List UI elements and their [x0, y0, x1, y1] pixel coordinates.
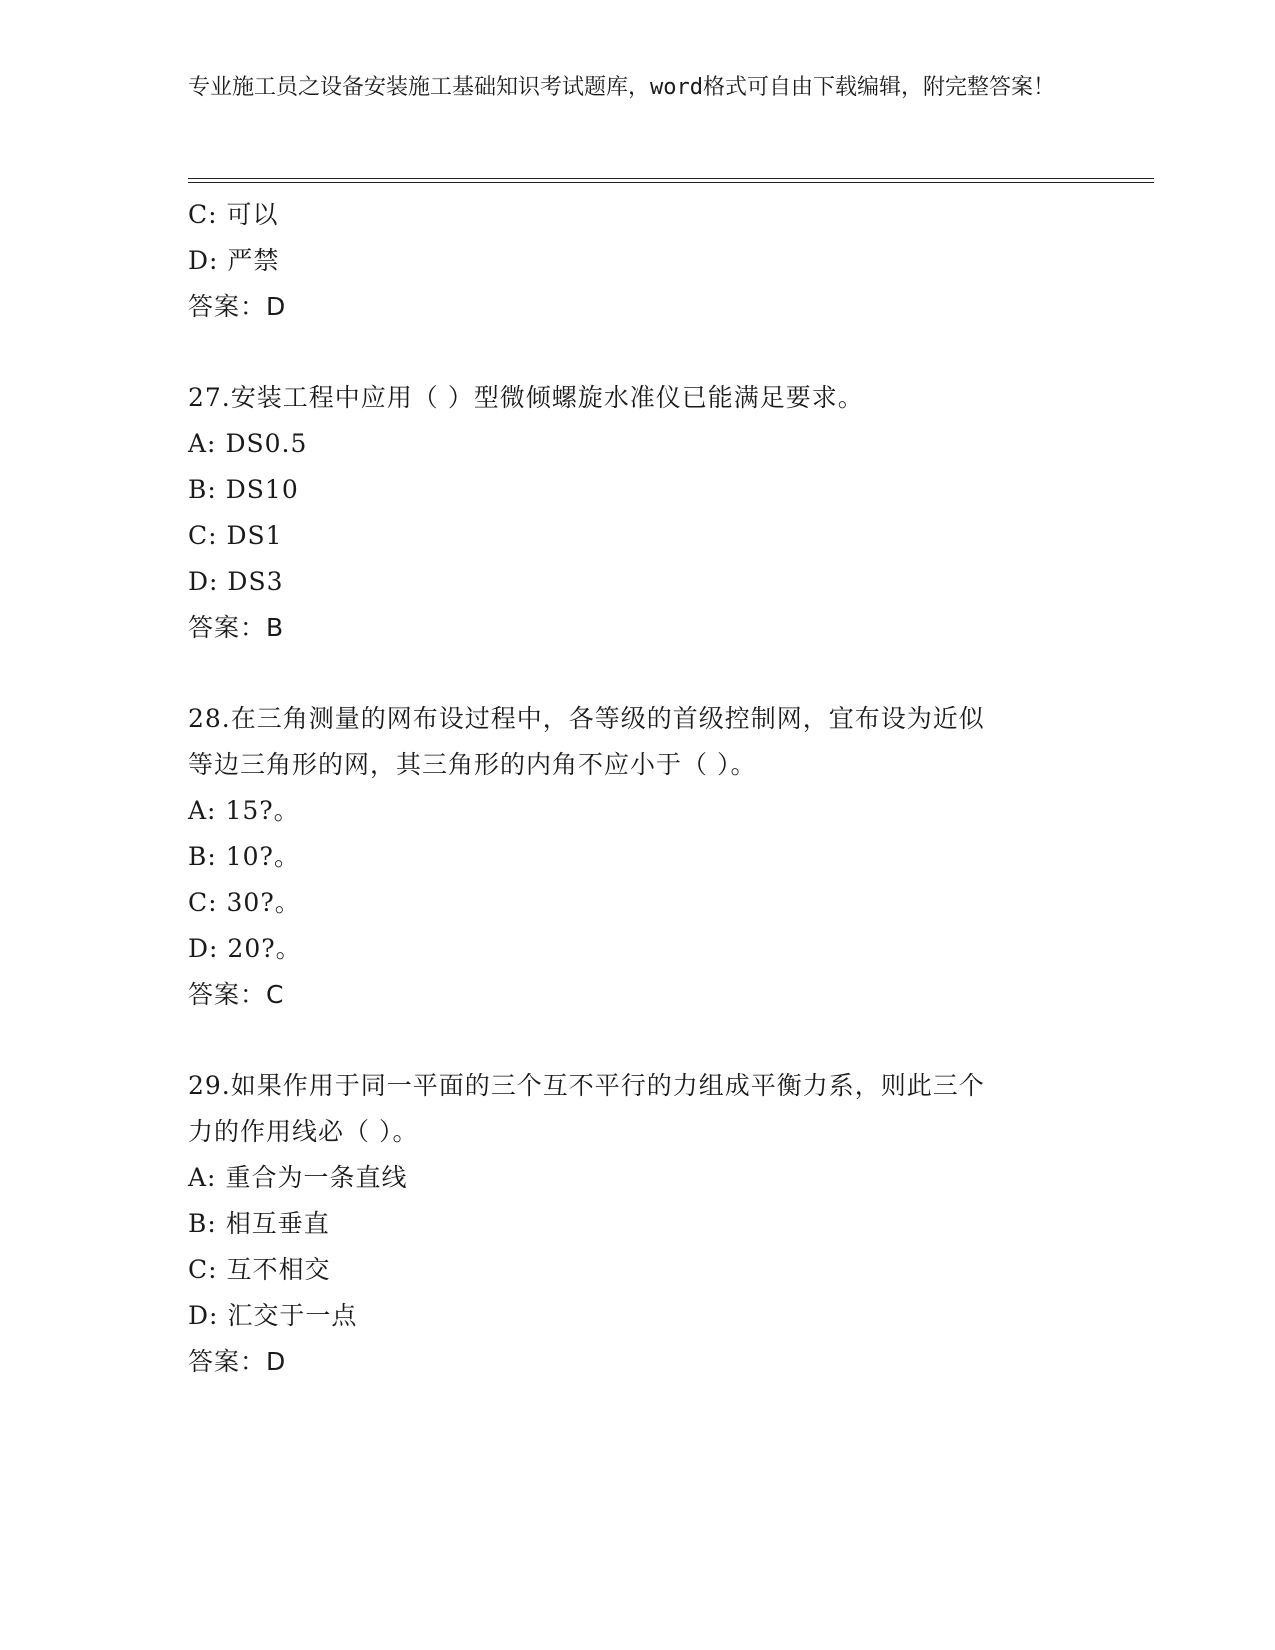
option-text: 可以 [226, 200, 279, 229]
option-text: DS3 [227, 567, 284, 596]
option-label: B: [188, 1209, 217, 1238]
option-text: 15?。 [225, 796, 300, 825]
question-stem-line: 力的作用线必（ ）。 [188, 1117, 419, 1146]
option-label: C: [188, 1255, 218, 1284]
header-text: 专业施工员之设备安装施工基础知识考试题库，word格式可自由下载编辑，附完整答案！ [188, 75, 1055, 100]
option-line [188, 788, 1088, 834]
answer-line: 答案：C [188, 980, 285, 1009]
header-divider-bottom [188, 182, 1154, 183]
option-line [188, 834, 1088, 880]
option-label: D: [188, 934, 219, 963]
question-stem [188, 696, 1088, 742]
option-line [188, 1155, 1088, 1201]
document-header [188, 72, 1068, 104]
option-label: C: [188, 888, 218, 917]
question-stem-line: 在三角测量的网布设过程中，各等级的首级控制网，宜布设为近似 [230, 704, 985, 733]
option-text: 30?。 [226, 888, 301, 917]
option-text: DS10 [225, 475, 299, 504]
option-line [188, 1247, 1088, 1293]
option-label: C: [188, 200, 218, 229]
option-line [188, 1293, 1088, 1339]
option-text: DS0.5 [225, 429, 308, 458]
option-line [188, 192, 1088, 238]
option-line [188, 421, 1088, 467]
option-label: A: [188, 796, 217, 825]
question-number: 28. [188, 704, 231, 733]
question-stem-continuation [188, 742, 1088, 788]
header-divider-top [188, 178, 1154, 179]
option-line [188, 238, 1088, 284]
option-text: 10?。 [225, 842, 300, 871]
option-label: B: [188, 842, 217, 871]
option-line [188, 467, 1088, 513]
question-stem [188, 375, 1088, 421]
option-label: A: [188, 429, 217, 458]
option-line [188, 513, 1088, 559]
question-stem-line: 等边三角形的网，其三角形的内角不应小于（ ）。 [188, 750, 757, 779]
spacer [188, 651, 1088, 696]
option-text: 互不相交 [226, 1255, 331, 1284]
option-line [188, 880, 1088, 926]
option-label: A: [188, 1163, 217, 1192]
option-label: D: [188, 1301, 219, 1330]
option-line [188, 1201, 1088, 1247]
option-text: 汇交于一点 [227, 1301, 358, 1330]
option-text: 严禁 [227, 246, 280, 275]
question-number: 27. [188, 383, 231, 412]
answer-line: 答案：D [188, 1347, 287, 1376]
spacer [188, 330, 1088, 375]
option-text: 相互垂直 [225, 1209, 330, 1238]
option-label: D: [188, 246, 219, 275]
answer-line: 答案：D [188, 292, 287, 321]
option-line [188, 559, 1088, 605]
question-number: 29. [188, 1071, 231, 1100]
question-stem [188, 1063, 1088, 1109]
option-line [188, 926, 1088, 972]
option-text: DS1 [226, 521, 283, 550]
option-text: 20?。 [227, 934, 302, 963]
option-text: 重合为一条直线 [225, 1163, 408, 1192]
answer-line: 答案：B [188, 613, 285, 642]
option-label: B: [188, 475, 217, 504]
option-label: D: [188, 567, 219, 596]
question-list [188, 192, 1088, 1385]
option-label: C: [188, 521, 218, 550]
question-stem-continuation [188, 1109, 1088, 1155]
question-stem-line: 如果作用于同一平面的三个互不平行的力组成平衡力系，则此三个 [230, 1071, 985, 1100]
question-stem-line: 安装工程中应用（ ）型微倾螺旋水准仪已能满足要求。 [230, 383, 864, 412]
spacer [188, 1018, 1088, 1063]
